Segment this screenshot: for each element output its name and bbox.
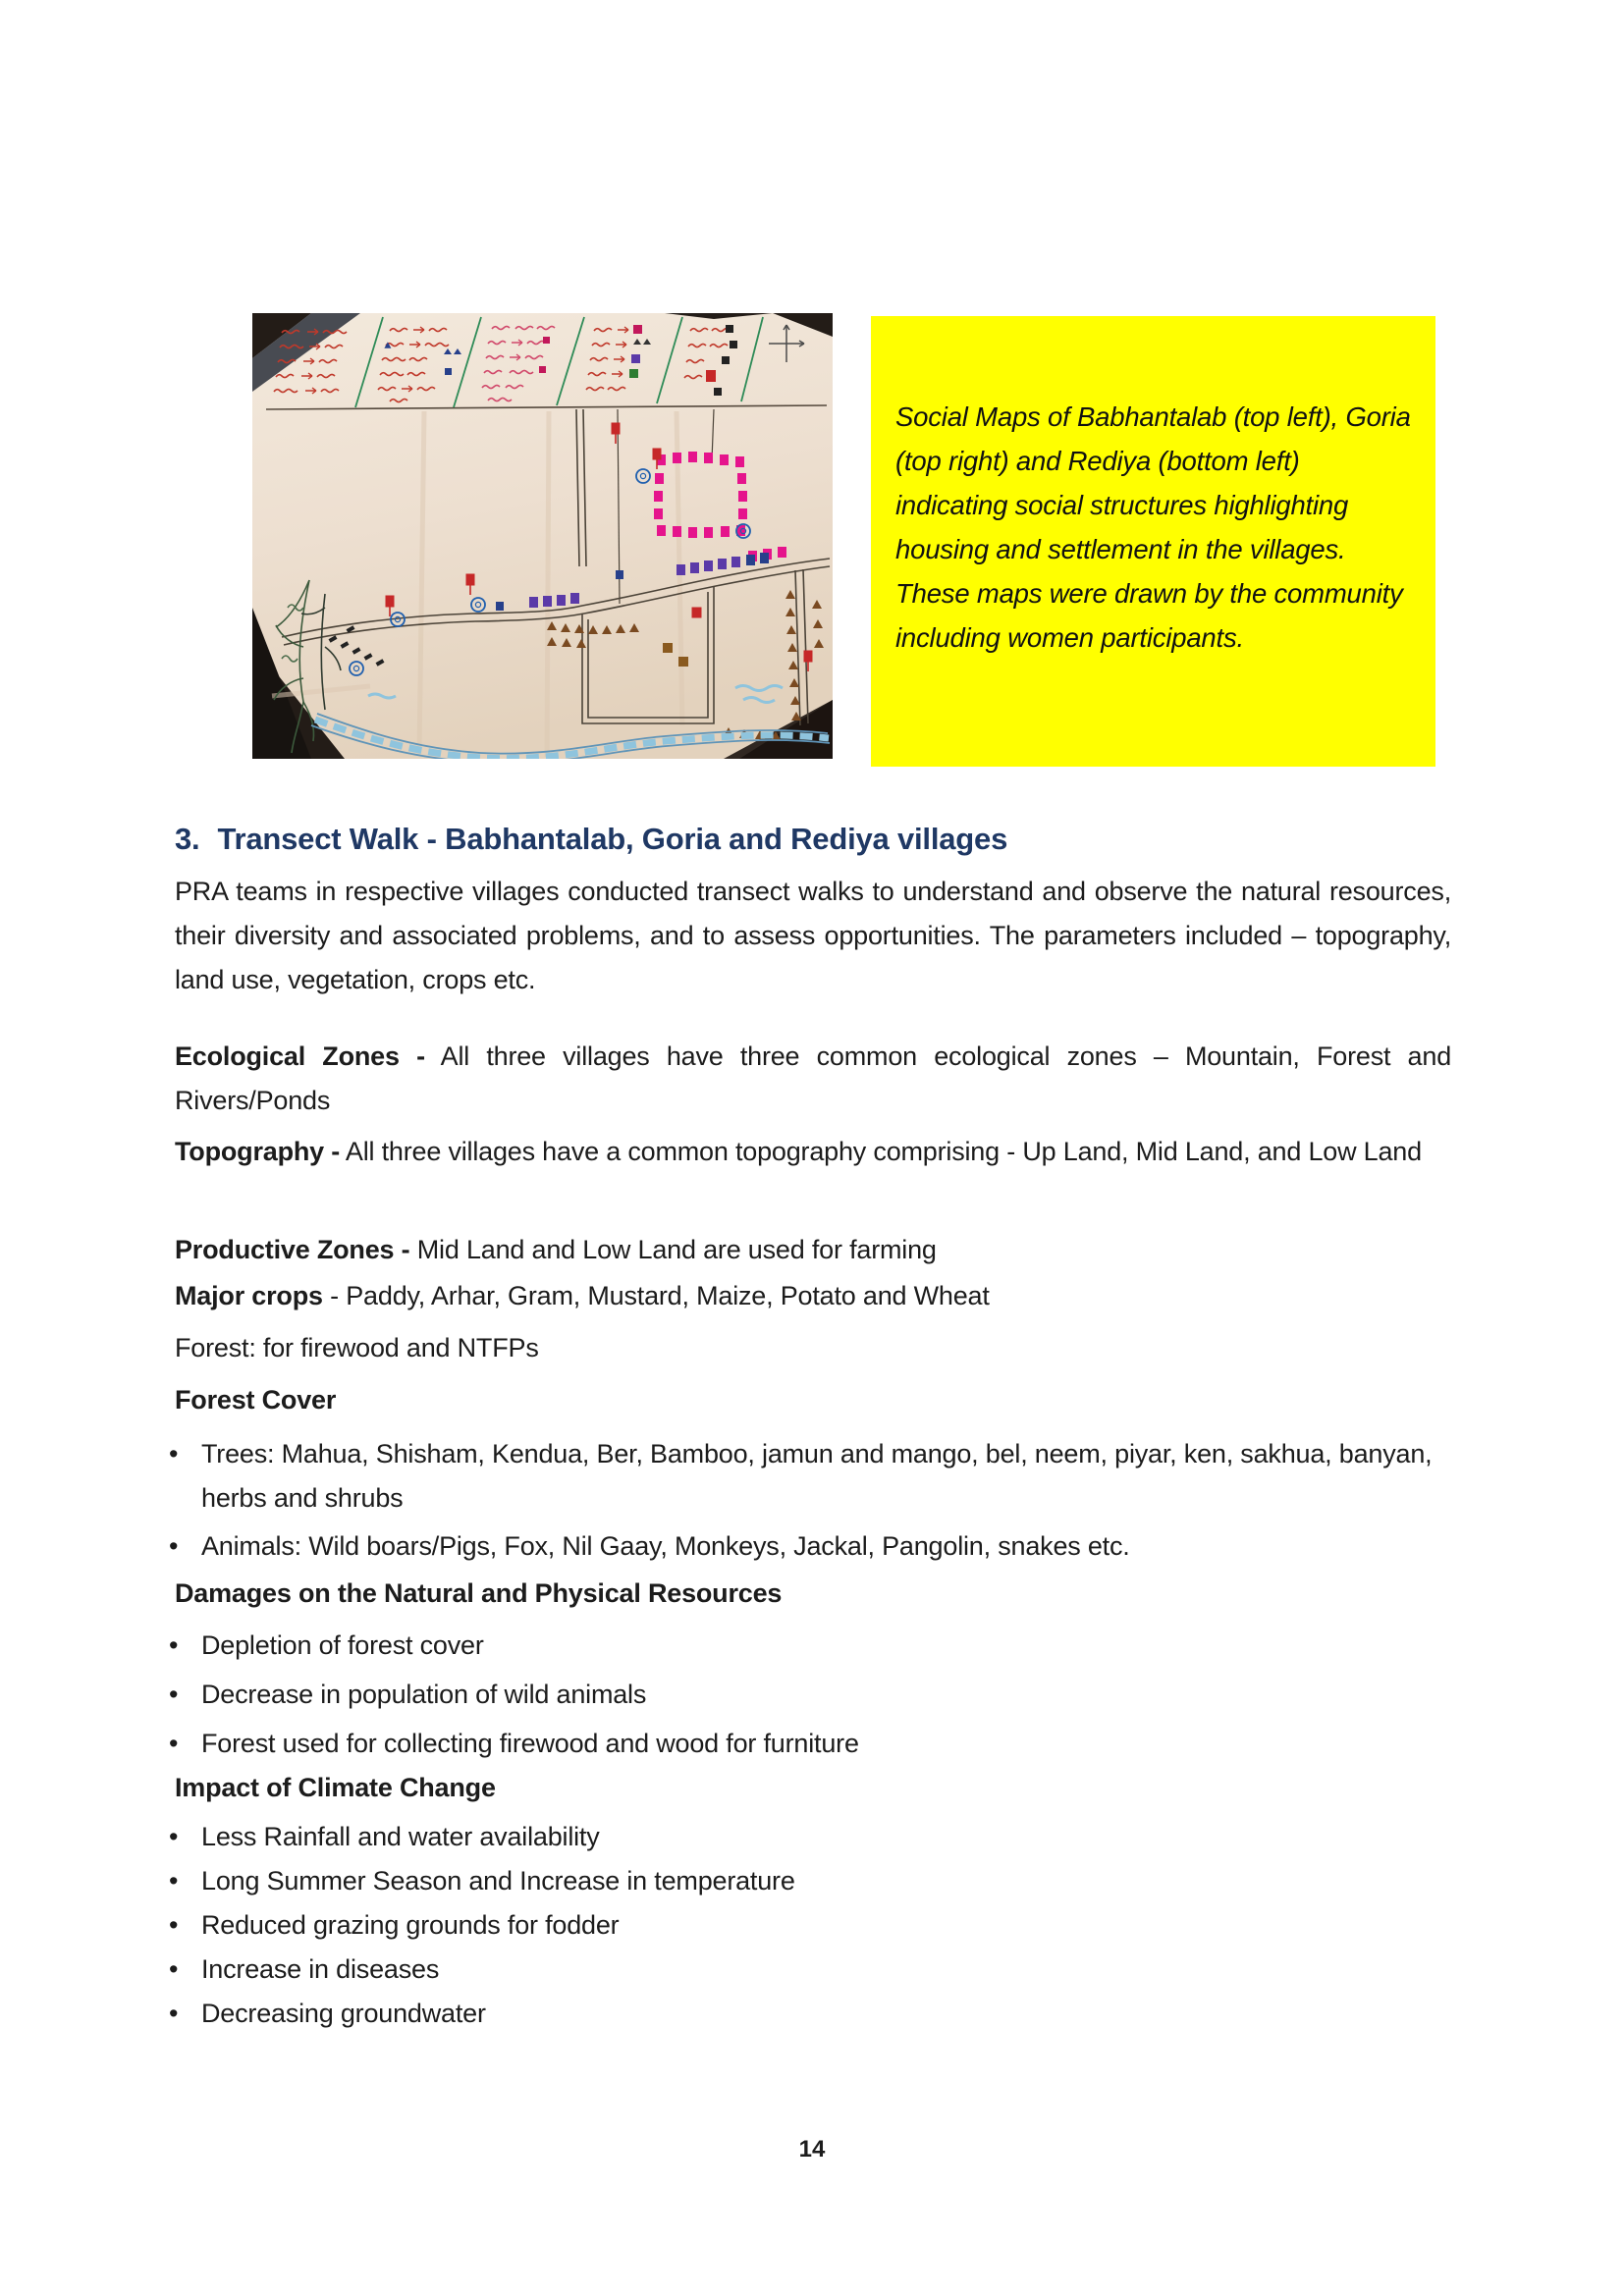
paragraph-lead: Ecological Zones - — [175, 1041, 425, 1071]
intro-paragraph: PRA teams in respective villages conducted transect walks to understand and observe the natural resources, their diversity and associated problems, and to assess opportunities. The parameters included – topography, land use, vegetation, crops etc. — [175, 877, 1451, 994]
list-item — [167, 1859, 1451, 1903]
list-item-text: Long Summer Season and Increase in temperature — [201, 1866, 795, 1896]
figure-caption-box — [871, 316, 1435, 767]
paragraph-topography — [175, 1130, 1451, 1174]
bullet-marker: • — [169, 1729, 179, 1758]
subheading-damages: Damages on the Natural and Physical Resources — [175, 1578, 783, 1608]
bullet-marker: • — [169, 1630, 179, 1660]
paragraph-major-crops — [175, 1274, 1451, 1318]
list-item-text: Less Rainfall and water availability — [201, 1822, 600, 1851]
paper-sheet — [252, 313, 833, 759]
list-item — [167, 1432, 1451, 1521]
paragraph-forest-use: Forest: for firewood and NTFPs — [175, 1333, 539, 1362]
list-item-text: Forest used for collecting firewood and wood for furniture — [201, 1729, 859, 1758]
list-item-text: Increase in diseases — [201, 1954, 440, 1984]
bullet-marker: • — [169, 1954, 179, 1984]
section-heading — [175, 816, 1451, 863]
bullet-marker: • — [169, 1531, 179, 1561]
page-number: 14 — [798, 2136, 826, 2163]
paragraph-text: Mid Land and Low Land are used for farming — [416, 1235, 937, 1264]
list-item — [167, 1948, 1451, 1992]
paragraph-text: All three villages have three common ecological zones – Mountain, Forest and Rivers/Ponds — [175, 1041, 1452, 1115]
bullet-list-damages — [167, 1624, 1451, 1771]
list-item — [167, 1624, 1451, 1668]
paragraph-productive-zones — [175, 1228, 1451, 1272]
figure-caption-text: Social Maps of Babhantalab (top left), Goria (top right) and Rediya (bottom left) indicating social structures highlighting housing and settlement in the villages. These maps were drawn by the community including women participants. — [895, 401, 1411, 653]
list-item-text: Depletion of forest cover — [201, 1630, 484, 1660]
section-title: Transect Walk - Babhantalab, Goria and Rediya villages — [217, 822, 1008, 856]
list-item — [167, 1992, 1451, 2036]
list-item-text: Decrease in population of wild animals — [201, 1680, 647, 1709]
list-item-text: Decreasing groundwater — [201, 1999, 486, 2028]
paragraph-ecological-zones — [175, 1035, 1451, 1123]
list-item — [167, 1722, 1451, 1766]
paragraph-text: - Paddy, Arhar, Gram, Mustard, Maize, Potato and Wheat — [330, 1281, 990, 1310]
list-item-text: Trees: Mahua, Shisham, Kendua, Ber, Bamboo, jamun and mango, bel, neem, piyar, ken, sakhua, banyan, herbs and shrubs — [201, 1439, 1433, 1513]
bullet-marker: • — [169, 1822, 179, 1851]
bullet-marker: • — [169, 1866, 179, 1896]
paragraph-lead: Topography - — [175, 1137, 341, 1166]
list-item-text: Animals: Wild boars/Pigs, Fox, Nil Gaay, Monkeys, Jackal, Pangolin, snakes etc. — [201, 1531, 1130, 1561]
paragraph-lead: Productive Zones - — [175, 1235, 410, 1264]
bullet-marker: • — [169, 1439, 179, 1468]
bullet-list-impact — [167, 1815, 1451, 2036]
paragraph-lead: Major crops — [175, 1281, 323, 1310]
list-item — [167, 1903, 1451, 1948]
paragraph-text: All three villages have a common topography comprising - Up Land, Mid Land, and Low Land — [345, 1137, 1422, 1166]
bullet-list-forest-cover — [167, 1432, 1451, 1573]
list-item-text: Reduced grazing grounds for fodder — [201, 1910, 620, 1940]
social-map-photo — [252, 313, 833, 759]
list-item — [167, 1524, 1451, 1569]
bullet-marker: • — [169, 1910, 179, 1940]
subheading-impact-climate: Impact of Climate Change — [175, 1773, 496, 1802]
social-map-drawing — [252, 313, 833, 759]
section-number: 3. — [175, 822, 200, 856]
list-item — [167, 1815, 1451, 1859]
bullet-marker: • — [169, 1999, 179, 2028]
bullet-marker: • — [169, 1680, 179, 1709]
list-item — [167, 1673, 1451, 1717]
subheading-forest-cover: Forest Cover — [175, 1385, 337, 1415]
